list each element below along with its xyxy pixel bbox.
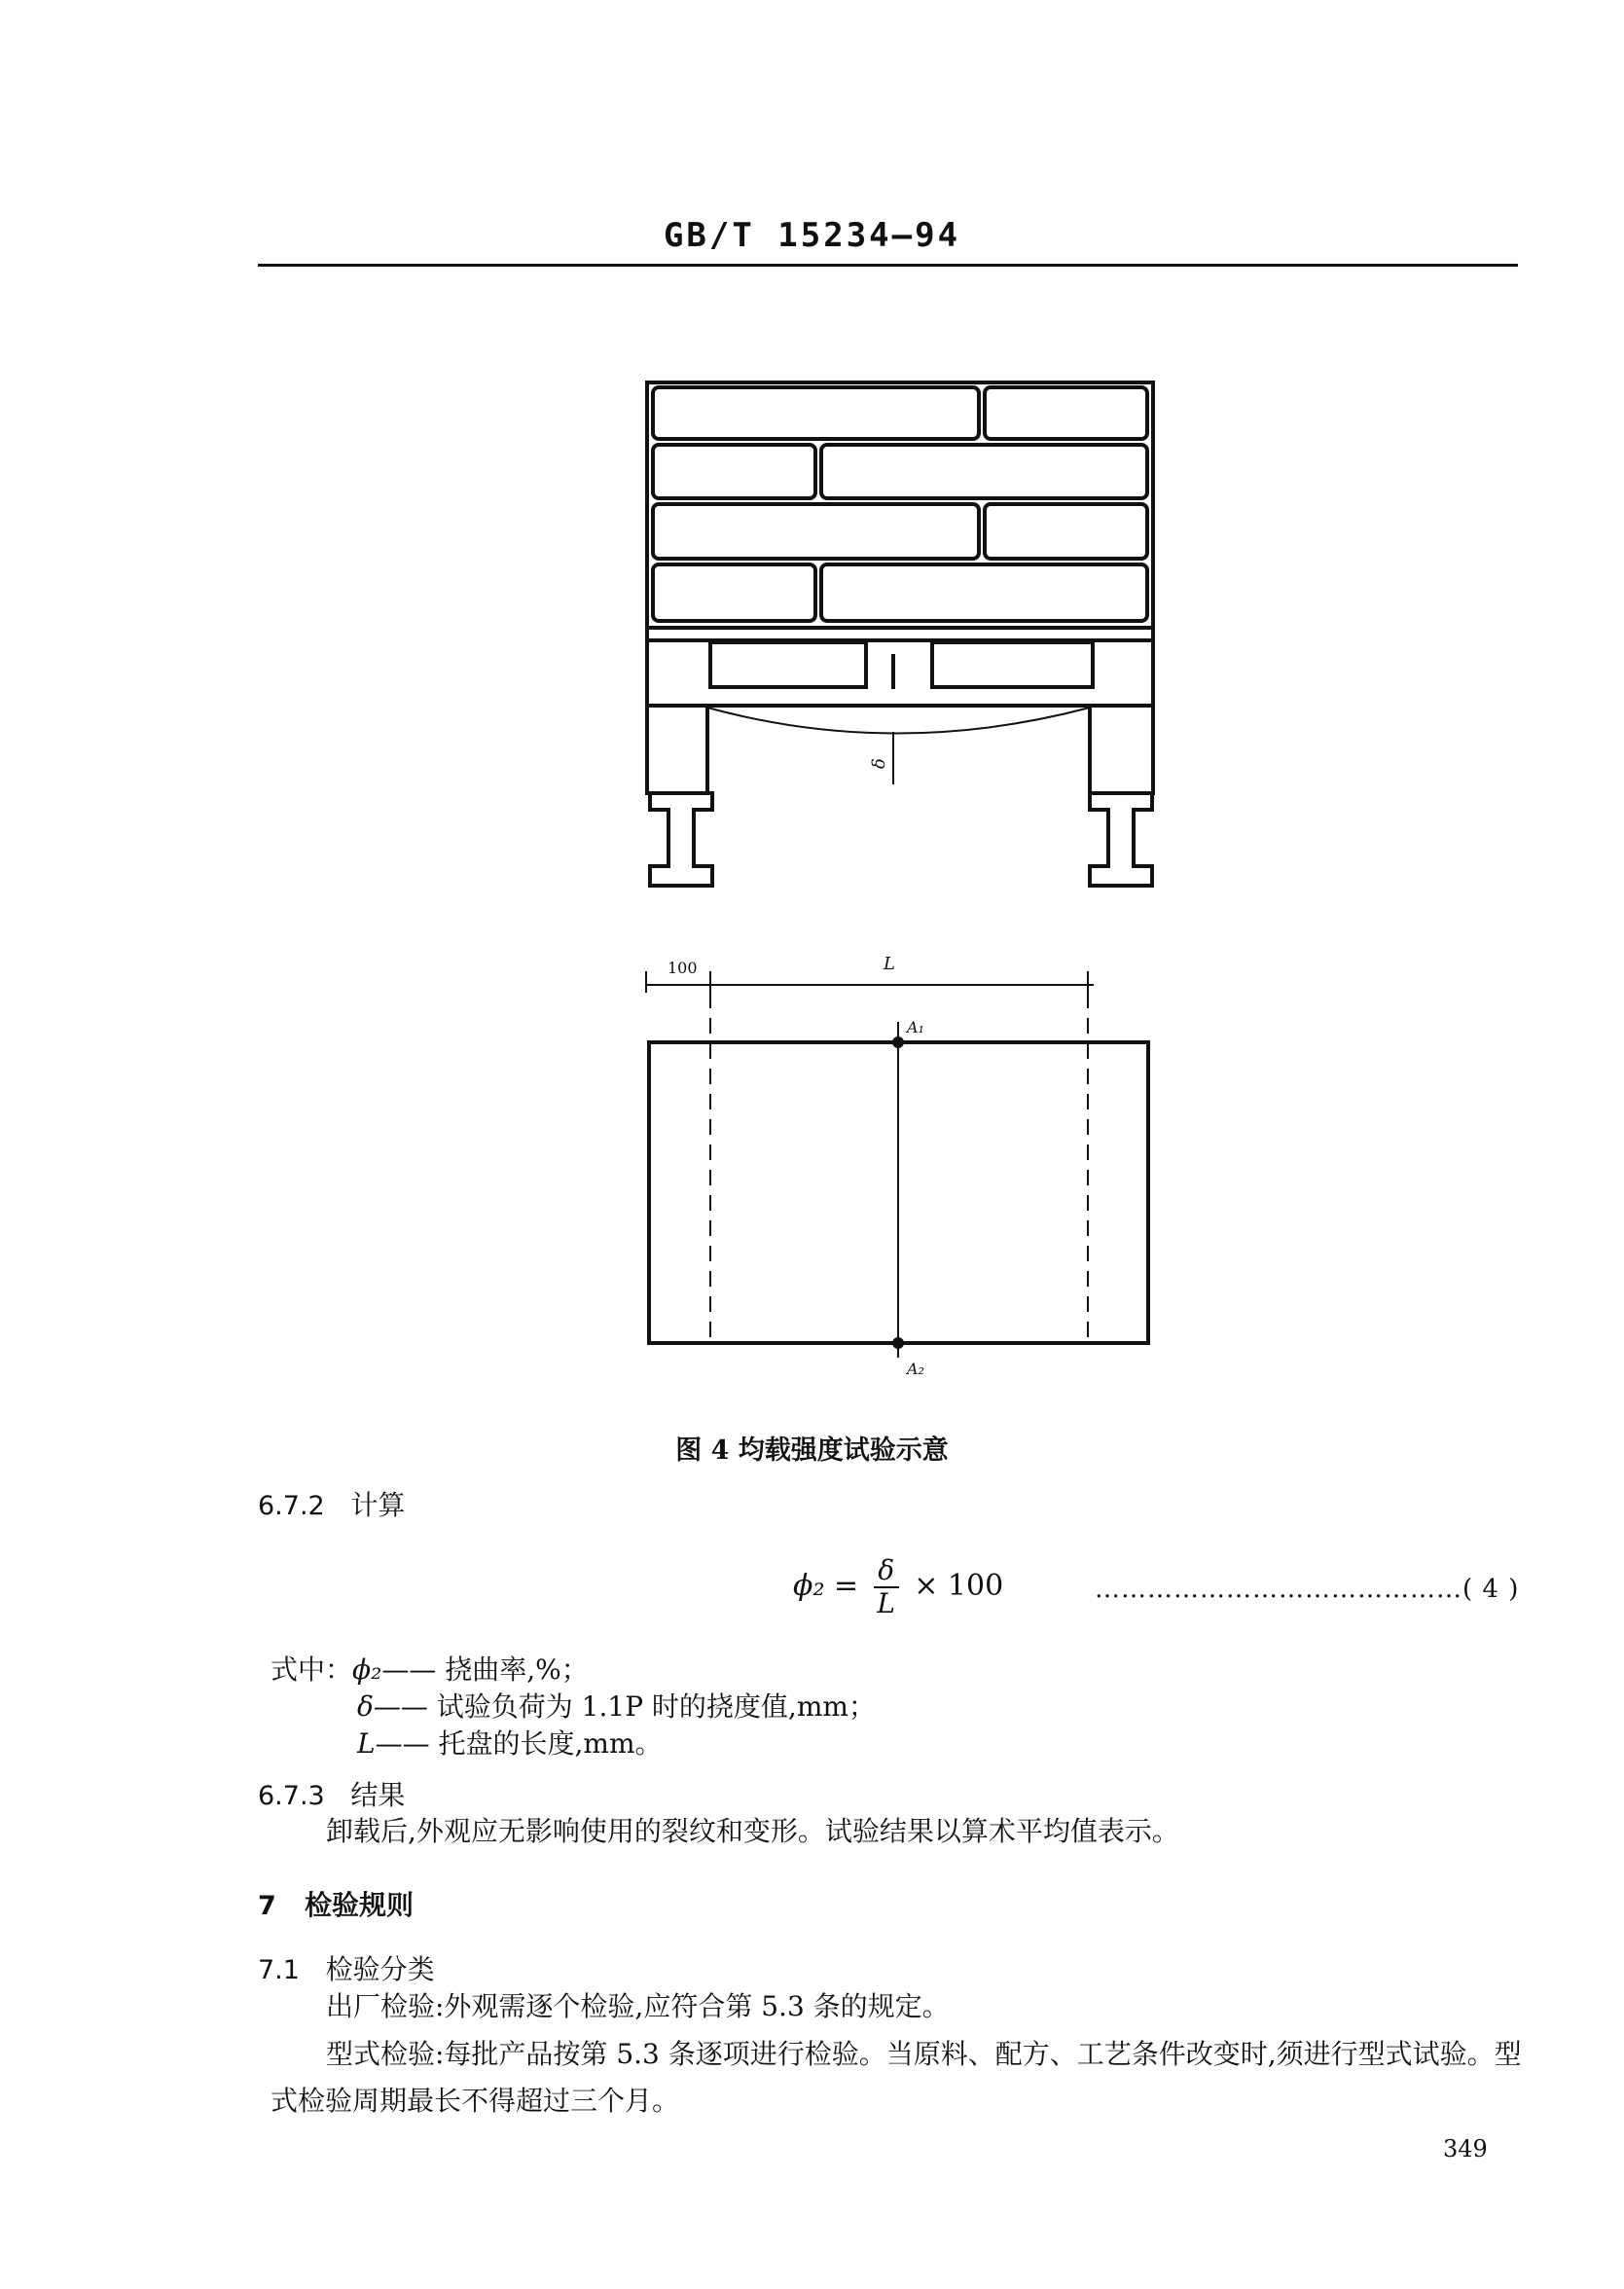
type-inspection-text-line2: 式检验周期最长不得超过三个月。 — [271, 2085, 680, 2117]
dim-l-label: L — [884, 954, 895, 974]
where-prefix: 式中： — [271, 1653, 353, 1686]
where-line-2 — [357, 1688, 876, 1726]
where-symbol: L — [357, 1727, 376, 1760]
where-line-1 — [271, 1651, 589, 1690]
where-symbol: δ — [357, 1690, 374, 1723]
where-definition: —— 试验负荷为 1.1P 时的挠度值,mm； — [373, 1690, 876, 1723]
section-6-7-2-heading — [258, 1486, 405, 1526]
section-6-7-3-body: 卸载后,外观应无影响使用的裂纹和变形。试验结果以算术平均值表示。 — [326, 1815, 1179, 1847]
delta-label: δ — [869, 758, 889, 769]
brick — [985, 504, 1147, 559]
section-number: 6.7.2 — [258, 1491, 325, 1521]
section-title: 检验规则 — [305, 1889, 415, 1921]
formula-lhs: ϕ₂ = — [793, 1569, 859, 1603]
formula-rhs: × 100 — [914, 1569, 1004, 1603]
equation-number: ( 4 ) — [1462, 1575, 1520, 1604]
left-leg — [647, 706, 707, 793]
document-header: GB/T 15234—94 — [663, 216, 961, 255]
section-6-7-3-heading — [258, 1776, 405, 1816]
figure-caption: 图 4 均载强度试验示意 — [675, 1435, 949, 1466]
section-title: 计算 — [350, 1489, 406, 1521]
deflection-curve — [707, 708, 1090, 734]
section-title: 结果 — [350, 1779, 406, 1811]
where-definition: —— 挠曲率,%； — [381, 1653, 589, 1686]
equation-leader — [1095, 1575, 1519, 1604]
brick — [821, 445, 1147, 498]
brick — [653, 445, 815, 498]
brick — [653, 504, 979, 559]
pallet-opening — [710, 642, 866, 687]
point-a2-label: A₂ — [907, 1360, 924, 1378]
leader-dots: …………………………………… — [1095, 1575, 1462, 1604]
point-a1-label: A₁ — [907, 1018, 924, 1036]
brick — [985, 387, 1147, 439]
point-a2-marker — [892, 1337, 904, 1349]
section-7-1-heading — [258, 1950, 435, 1990]
factory-inspection-text: 出厂检验:外观需逐个检验,应符合第 5.3 条的规定。 — [326, 1990, 950, 2022]
right-leg — [1090, 706, 1153, 793]
where-definition: —— 托盘的长度,mm。 — [375, 1727, 663, 1760]
formula-4 — [793, 1555, 1003, 1619]
type-inspection-text-line1: 型式检验:每批产品按第 5.3 条逐项进行检验。当原料、配方、工艺条件改变时,须进行型式试验。型 — [326, 2038, 1522, 2070]
formula-denominator: L — [877, 1587, 895, 1619]
where-symbol: ϕ₂ — [352, 1653, 382, 1686]
right-support-beam — [1090, 793, 1152, 886]
point-a1-marker — [892, 1036, 904, 1048]
section-number: 7.1 — [258, 1955, 300, 1985]
section-number: 6.7.3 — [258, 1781, 325, 1811]
section-number: 7 — [258, 1891, 276, 1921]
left-support-beam — [650, 793, 712, 886]
brick — [821, 564, 1147, 621]
pallet-opening — [932, 642, 1093, 687]
where-line-3 — [357, 1725, 663, 1763]
formula-numerator: δ — [878, 1554, 895, 1586]
dim-100-label: 100 — [668, 959, 698, 977]
section-title: 检验分类 — [325, 1953, 435, 1985]
load-stack-frame — [647, 382, 1153, 640]
brick — [653, 564, 815, 621]
formula-fraction — [874, 1555, 899, 1619]
brick — [653, 387, 979, 439]
page-number: 349 — [1443, 2135, 1488, 2162]
section-7-heading — [258, 1886, 414, 1926]
